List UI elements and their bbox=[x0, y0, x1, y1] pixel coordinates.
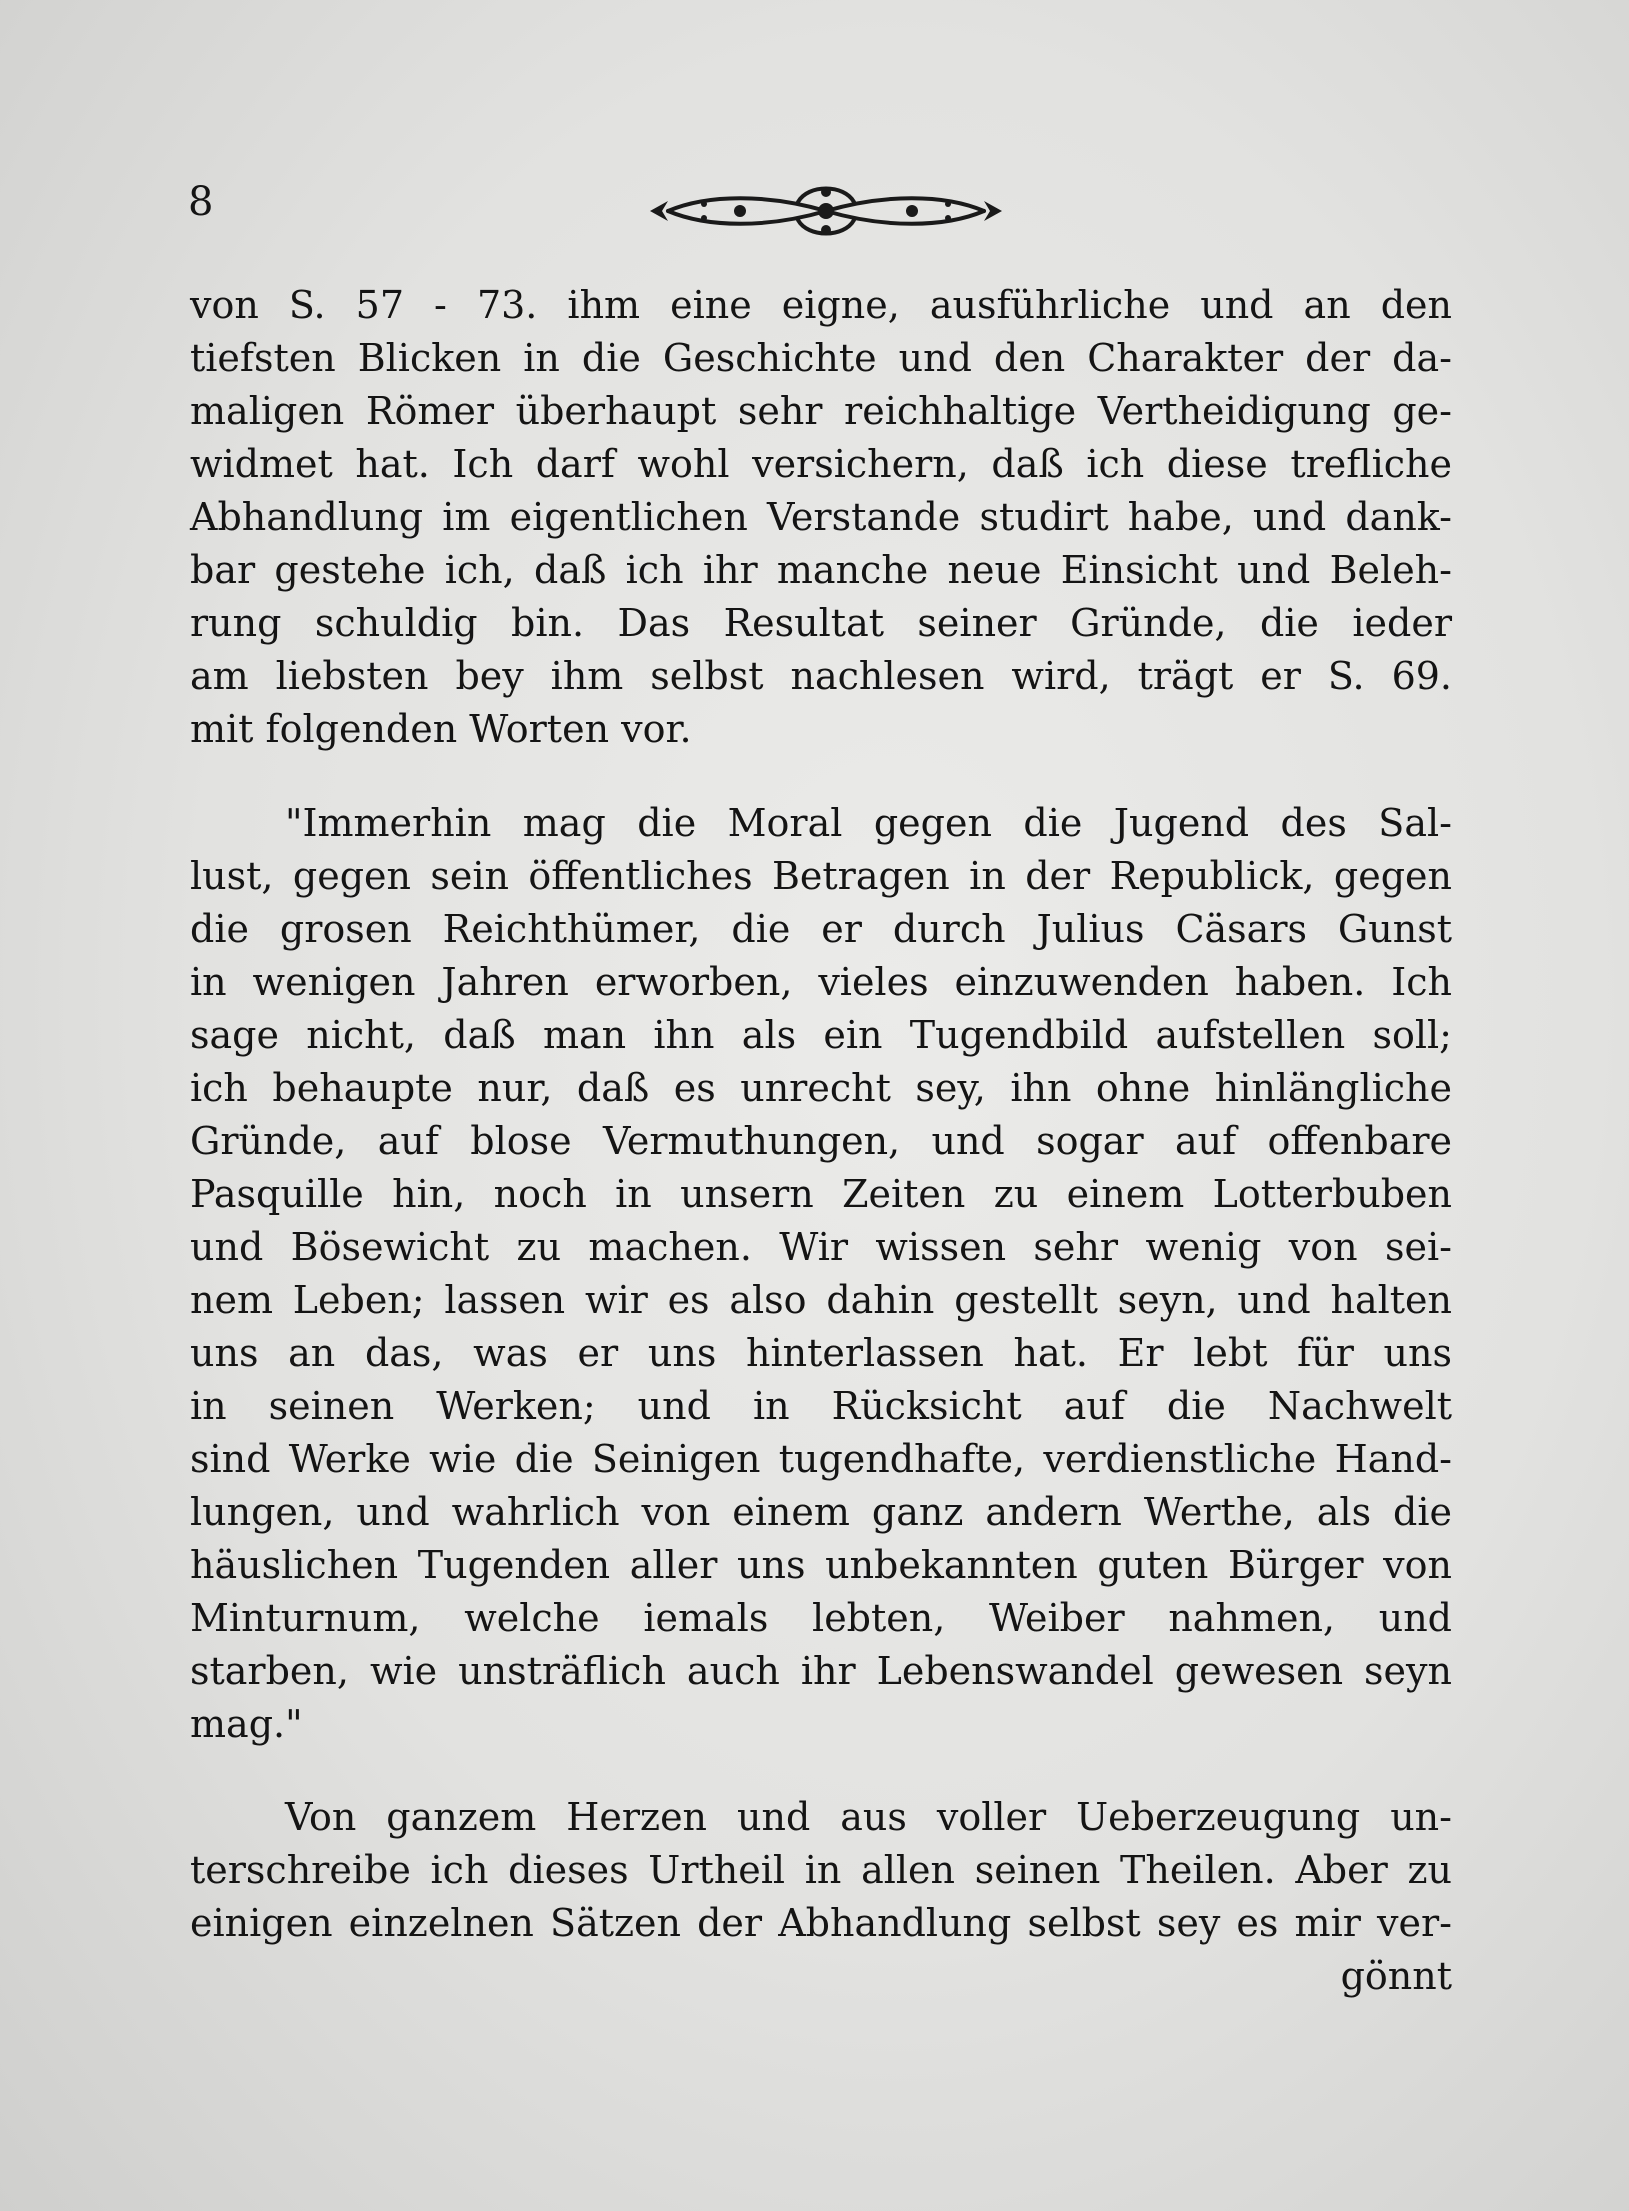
text-line: von S. 57 - 73. ihm eine eigne, ausführliche und an den bbox=[190, 283, 1452, 327]
text-line: mit folgenden Worten vor. bbox=[190, 707, 692, 751]
text-line: Abhandlung im eigentlichen Verstande studirt habe, und dank- bbox=[190, 495, 1452, 539]
text-line: rung schuldig bin. Das Resultat seiner Gründe, die ieder bbox=[190, 601, 1452, 645]
text-line: und Bösewicht zu machen. Wir wissen sehr wenig von sei- bbox=[190, 1225, 1452, 1269]
text-line: Minturnum, welche iemals lebten, Weiber nahmen, und bbox=[190, 1596, 1452, 1640]
text-line: in seinen Werken; und in Rücksicht auf die Nachwelt bbox=[190, 1384, 1452, 1428]
page-number: 8 bbox=[188, 179, 214, 225]
text-line: lungen, und wahrlich von einem ganz andern Werthe, als die bbox=[190, 1490, 1452, 1534]
text-line: ich behaupte nur, daß es unrecht sey, ihn ohne hinlängliche bbox=[190, 1066, 1452, 1110]
text-line: uns an das, was er uns hinterlassen hat. Er lebt für uns bbox=[190, 1331, 1452, 1375]
text-line: einigen einzelnen Sätzen der Abhandlung selbst sey es mir ver- bbox=[190, 1901, 1452, 1945]
text-line: starben, wie unsträflich auch ihr Lebenswandel gewesen seyn bbox=[190, 1649, 1452, 1693]
text-line: in wenigen Jahren erworben, vieles einzuwenden haben. Ich bbox=[190, 960, 1452, 1004]
text-line: Gründe, auf blose Vermuthungen, und sogar auf offenbare bbox=[190, 1119, 1452, 1163]
text-line: gönnt bbox=[1340, 1954, 1452, 1998]
text-line: maligen Römer überhaupt sehr reichhaltige Vertheidigung ge- bbox=[190, 389, 1452, 433]
text-line: sind Werke wie die Seinigen tugendhafte, verdienstliche Hand- bbox=[190, 1437, 1452, 1481]
text-line: die grosen Reichthümer, die er durch Julius Cäsars Gunst bbox=[190, 907, 1452, 951]
text-line: mag." bbox=[190, 1702, 303, 1746]
text-line: tiefsten Blicken in die Geschichte und den Charakter der da- bbox=[190, 336, 1452, 380]
text-line: bar gestehe ich, daß ich ihr manche neue Einsicht und Beleh- bbox=[190, 548, 1452, 592]
text-line: "Immerhin mag die Moral gegen die Jugend des Sal- bbox=[285, 801, 1452, 845]
text-line: Von ganzem Herzen und aus voller Ueberzeugung un- bbox=[285, 1795, 1452, 1839]
decorative-ornament-icon bbox=[648, 180, 1004, 242]
text-line: nem Leben; lassen wir es also dahin gestellt seyn, und halten bbox=[190, 1278, 1452, 1322]
text-line: häuslichen Tugenden aller uns unbekannten guten Bürger von bbox=[190, 1543, 1452, 1587]
text-line: sage nicht, daß man ihn als ein Tugendbild aufstellen soll; bbox=[190, 1013, 1452, 1057]
text-line: lust, gegen sein öffentliches Betragen in der Republick, gegen bbox=[190, 854, 1452, 898]
text-line: Pasquille hin, noch in unsern Zeiten zu einem Lotterbuben bbox=[190, 1172, 1452, 1216]
text-line: am liebsten bey ihm selbst nachlesen wird, trägt er S. 69. bbox=[190, 654, 1452, 698]
text-line: widmet hat. Ich darf wohl versichern, daß ich diese trefliche bbox=[190, 442, 1452, 486]
text-line: terschreibe ich dieses Urtheil in allen seinen Theilen. Aber zu bbox=[190, 1848, 1452, 1892]
